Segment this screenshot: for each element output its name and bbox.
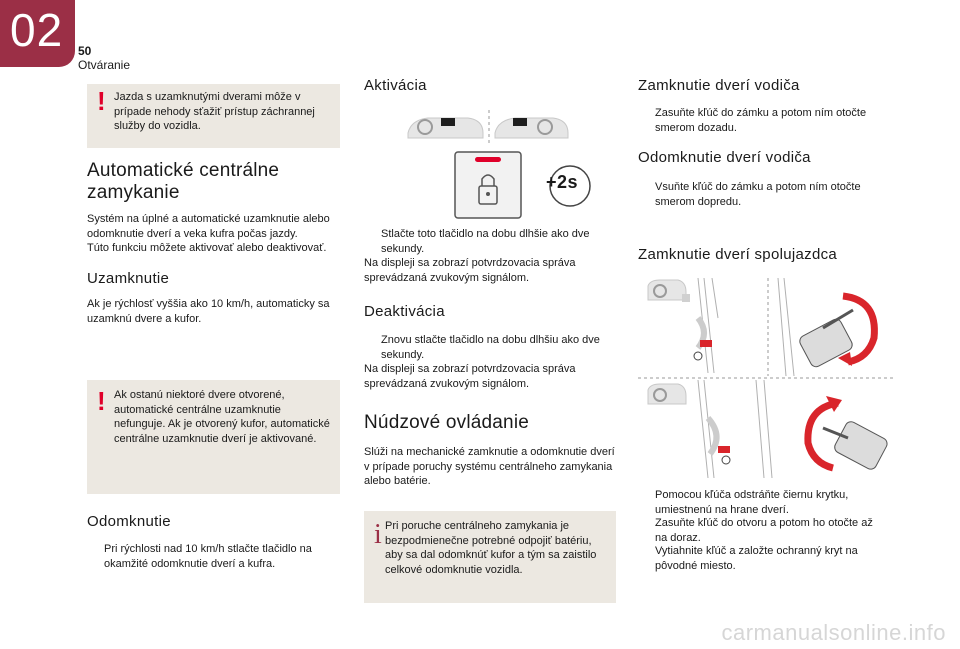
activation-bullet <box>364 227 614 256</box>
info-icon: i <box>374 519 382 550</box>
section-name: Otváranie <box>78 58 131 72</box>
car-outline-right <box>495 118 568 138</box>
subtitle-locking: Uzamknutie <box>87 270 170 287</box>
subtitle-driver-lock: Zamknutie dverí vodiča <box>638 77 800 94</box>
emergency-text: Slúži na mechanické zamknutie a odomknutie dverí v prípade poruchy systému centrálneho zamykania alebo batérie. <box>364 446 615 487</box>
key-insert-turn-panel <box>648 380 889 478</box>
bullet-text: Zasuňte kľúč do zámku a potom ním otočte smerom dozadu. <box>655 107 867 134</box>
warning-box-open-doors <box>87 380 340 494</box>
lock-button-led <box>475 157 501 162</box>
key-fob <box>833 420 890 472</box>
subtitle-driver-unlock: Odomknutie dverí vodiča <box>638 149 811 166</box>
lock-button-illustration <box>403 108 603 223</box>
info-box-battery <box>364 511 616 603</box>
bullet-text: Pri rýchlosti nad 10 km/h stlačte tlačidlo na okamžité odomknutie dverí a kufra. <box>104 543 312 570</box>
page-number: 50 <box>78 44 92 58</box>
locking-text: Ak je rýchlosť vyššia ako 10 km/h, automaticky sa uzamknú dvere a kufor. <box>87 298 330 325</box>
driver-lock-bullet <box>638 106 878 135</box>
warning-text: Jazda s uzamknutými dverami môže v prípade nehody sťažiť prístup záchrannej služby do vozidla. <box>114 91 315 132</box>
rotation-arrow-icon <box>843 296 874 362</box>
chapter-tab <box>0 0 75 67</box>
warning-icon: ! <box>97 386 106 416</box>
passenger-door-key-illustration <box>638 278 894 480</box>
warning-box-locked-doors <box>87 84 340 148</box>
passenger-bullet-1 <box>638 488 883 517</box>
chapter-number: 02 <box>10 4 64 56</box>
bullet-text: Vytiahnite kľúč a založte ochranný kryt na pôvodné miesto. <box>655 545 858 572</box>
subtitle-deactivation: Deaktivácia <box>364 303 445 320</box>
driver-unlock-bullet <box>638 180 878 209</box>
subtitle-activation: Aktivácia <box>364 77 427 94</box>
subtitle-passenger-lock: Zamknutie dverí spolujazdca <box>638 246 838 263</box>
car-window-left <box>441 118 455 126</box>
door-cap-red <box>718 446 730 453</box>
unlocking-bullet <box>87 542 337 571</box>
info-text: Pri poruche centrálneho zamykania je bezpodmienečne potrebné odpojiť batériu, aby sa dal odomknúť kufor a tým sa zaistilo celkové odomknutie vozidla. <box>385 520 597 576</box>
passenger-bullet-3 <box>638 544 883 573</box>
section-title-auto-locking: Automatické centrálne zamykanie <box>87 160 280 203</box>
deactivation-text: Na displeji sa zobrazí potvrdzovacia správa sprevádzaná zvukovým signálom. <box>364 363 576 390</box>
bullet-text: Vsuňte kľúč do zámku a potom ním otočte smerom dopredu. <box>655 181 861 208</box>
passenger-bullet-2 <box>638 516 883 545</box>
subtitle-unlocking: Odomknutie <box>87 513 171 530</box>
intro-text-2: Túto funkciu môžete aktivovať alebo deaktivovať. <box>87 242 327 254</box>
section-title-emergency: Núdzové ovládanie <box>364 412 530 433</box>
key-remove-cap-panel <box>648 278 874 376</box>
deactivation-bullet <box>364 333 614 362</box>
activation-text: Na displeji sa zobrazí potvrdzovacia správa sprevádzaná zvukovým signálom. <box>364 257 576 284</box>
timer-badge: +2s <box>546 172 579 192</box>
bullet-text: Znovu stlačte tlačidlo na dobu dlhšiu ako dve sekundy. <box>381 334 600 361</box>
warning-text: Ak ostanú niektoré dvere otvorené, automatické centrálne uzamknutie nefunguje. Ak je otvorený kufor, automatické centrálne uzamknutie dverí je aktivované. <box>114 389 330 445</box>
bullet-text: Stlačte toto tlačidlo na dobu dlhšie ako dve sekundy. <box>381 228 590 255</box>
warning-icon: ! <box>97 86 106 116</box>
bullet-text: Zasuňte kľúč do otvoru a potom ho otočte až na doraz. <box>655 517 873 544</box>
door-cap-red <box>700 340 712 347</box>
watermark: carmanualsonline.info <box>721 620 946 645</box>
car-window-right <box>513 118 527 126</box>
bullet-text: Pomocou kľúča odstráňte čiernu krytku, umiestnenú na hrane dverí. <box>655 489 849 516</box>
rotation-arrow-icon <box>808 403 838 468</box>
intro-text: Systém na úplné a automatické uzamknutie alebo odomknutie dverí a veka kufra počas jazdy. <box>87 213 330 240</box>
